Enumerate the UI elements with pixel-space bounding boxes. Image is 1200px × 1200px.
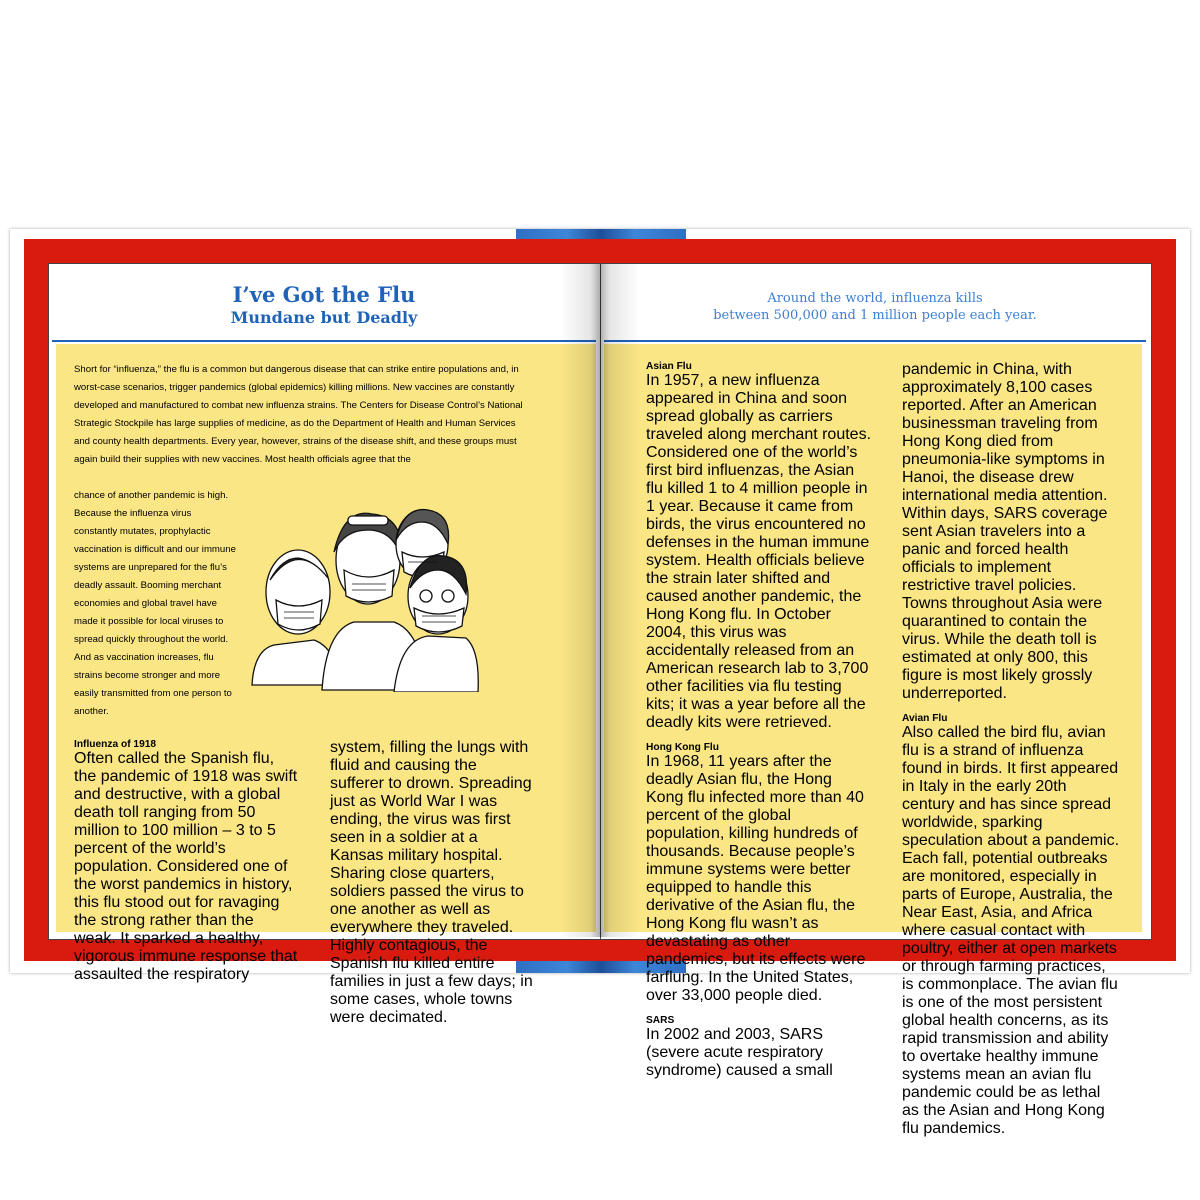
intro-wrap-paragraph: chance of another pandemic is high. Because the influenza virus constantly mutates, prophylactic vaccination is difficult and our immune systems are unprepared for the flu’s deadly assault. Booming merchant economies and global travel have made it possible for local viruses to spread quickly throughout the world. And as vaccination increases, flu strains become stronger and more easily transmitted from one person to another. [74, 490, 236, 717]
section-1918-heading: Influenza of 1918 [74, 739, 157, 750]
hongkong-flu-heading: Hong Kong Flu [646, 742, 719, 753]
header-rule-left [52, 340, 596, 342]
header-rule-right [604, 340, 1146, 342]
sars-heading: SARS [646, 1015, 675, 1026]
section-1918-continued [330, 739, 534, 1027]
right-column-1 [646, 361, 872, 1080]
hongkong-flu-text: In 1968, 11 years after the deadly Asian flu, the Hong Kong flu infected more than 40 percent of the global population, killing hundreds of thousands. Because people’s immune systems were better equipped to handle this derivative of the Asian flu, the Hong Kong flu wasn’t as devastating as other pandemics, but its effects were farflung. In the United States, over 33,000 people died. [646, 753, 866, 1004]
right-column-2 [902, 361, 1120, 1138]
section-1918-text-continued: system, filling the lungs with fluid and causing the sufferer to drown. Spreading just as World War I was ending, the virus was first seen in a soldier at a Kansas military hospital. Sharing close quarters, soldiers passed the virus to one another as well as everywhere they traveled. Highly contagious, the Spanish flu killed entire families in just a few days; in some cases, whole towns were decimated. [330, 739, 533, 1026]
section-1918 [74, 739, 298, 984]
avian-flu-heading: Avian Flu [902, 713, 948, 724]
page-subtitle: Mundane but Deadly [230, 308, 418, 327]
sars-text: In 2002 and 2003, SARS (severe acute respiratory syndrome) caused a small [646, 1026, 833, 1079]
pull-quote-line-2: between 500,000 and 1 million people each year. [713, 308, 1037, 323]
asian-flu-text: In 1957, a new influenza appeared in China and soon spread globally as carriers traveled along merchant routes. Considered one of the world’s first bird influenzas, the Asian flu killed 1 to 4 million people in 1 year. Because it came from birds, the virus encountered no defenses in the human immune system. Health officials believe the strain later shifted and caused another pandemic, the Hong Kong flu. In October 2004, this virus was accidentally released from an American research lab to 3,700 other facilities via flu testing kits; it was a year before all the deadly kits were retrieved. [646, 372, 872, 731]
intro-paragraph: Short for “influenza,” the flu is a common but dangerous disease that can strike entire populations and, in worst-case scenarios, trigger pandemics (global epidemics) killing millions. New vaccines are constantly developed and manufactured to combat new influenza strains. The Centers for Disease Control’s National Strategic Stockpile has large supplies of medicine, as do the Department of Health and Human Services and county health departments. Every year, however, strains of the disease shift, and these groups must again build their supplies with new vaccines. Most health officials agree that the [74, 364, 523, 465]
pull-quote-line-1: Around the world, influenza kills [767, 291, 983, 306]
page-title: I’ve Got the Flu [232, 282, 416, 307]
left-page-header [52, 268, 596, 340]
masked-people-illustration [244, 500, 480, 692]
avian-flu-text: Also called the bird flu, avian flu is a strand of influenza found in birds. It first appeared in Italy in the early 20th century and has since spread worldwide, sparking speculation about a pandemic. Each fall, potential outbreaks are monitored, especially in parts of Europe, Australia, the Near East, Asia, and Africa where casual contact with poultry, either at open markets or through farming practices, is commonplace. The avian flu is one of the most persistent global health concerns, as its rapid transmission and ability to overtake healthy immune systems mean an avian flu pandemic could be as lethal as the Asian and Hong Kong flu pandemics. [902, 724, 1120, 1137]
right-page-header [604, 268, 1146, 340]
pull-quote [604, 290, 1146, 324]
asian-flu-heading: Asian Flu [646, 361, 692, 372]
section-1918-text: Often called the Spanish flu, the pandemic of 1918 was swift and destructive, with a global death toll ranging from 50 million to 100 million – 3 to 5 percent of the world’s population. Considered one of the worst pandemics in history, this flu stood out for ravaging the strong rather than the weak. It sparked a healthy, vigorous immune response that assaulted the respiratory [74, 750, 298, 983]
sars-text-continued: pandemic in China, with approximately 8,100 cases reported. After an American businessman traveling from Hong Kong died from pneumonia-like symptoms in Hanoi, the disease drew international media attention. Within days, SARS coverage sent Asian travelers into a panic and forced health officials to implement restrictive travel policies. Towns throughout Asia were quarantined to contain the virus. While the death toll is estimated at only 800, this figure is most likely grossly underreported. [902, 361, 1108, 702]
